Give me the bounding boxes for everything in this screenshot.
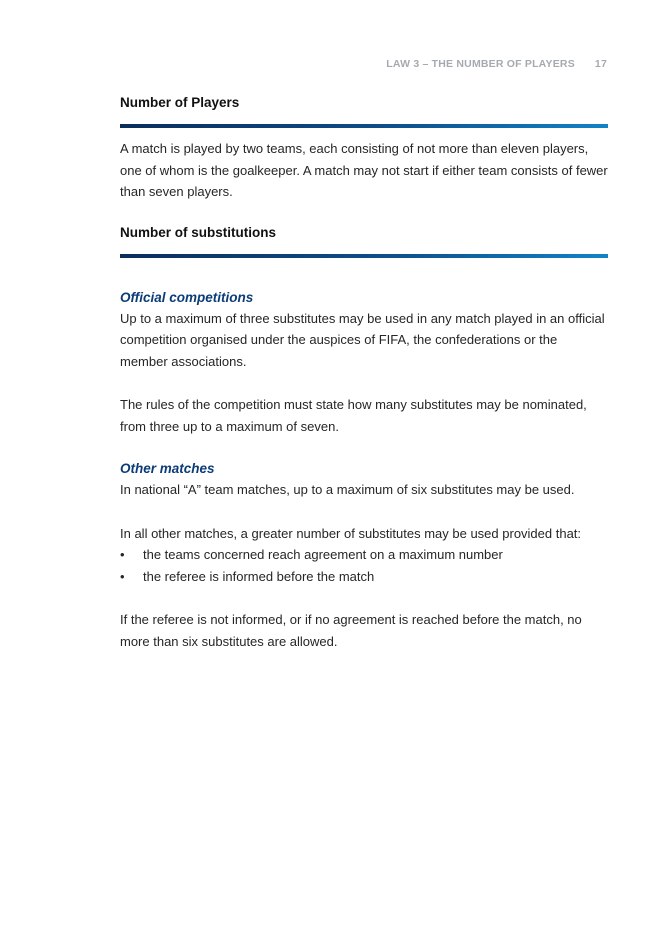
other-paragraph-2: In all other matches, a greater number of substitutes may be used provided that:: [120, 525, 582, 541]
page-content: [120, 93, 608, 652]
bullet-icon: •: [120, 547, 125, 562]
conditions-list: [120, 544, 608, 587]
section-divider: [120, 124, 608, 128]
list-item-text: the teams concerned reach agreement on a maximum number: [143, 547, 503, 562]
subheading-official-competitions: Official competitions: [120, 289, 254, 305]
bullet-icon: •: [120, 568, 125, 584]
subheading-other-matches: Other matches: [120, 461, 215, 476]
section-heading-substitutions: Number of substitutions: [120, 224, 276, 240]
law-title: LAW 3 – THE NUMBER OF PLAYERS: [386, 58, 575, 70]
players-paragraph: A match is played by two teams, each consisting of not more than eleven players, one of whom is the goalkeeper. A match may not start if either team consists of fewer than seven players.: [120, 141, 608, 199]
page-number: 17: [594, 58, 607, 70]
other-paragraph-1: In national “A” team matches, up to a maximum of six substitutes may be used.: [120, 482, 575, 497]
other-paragraph-3: If the referee is not informed, or if no agreement is reached before the match, no more than six substitutes are allowed.: [120, 612, 582, 649]
list-item: [120, 544, 608, 566]
official-paragraph-1: Up to a maximum of three substitutes may be used in any match played in an official competition organised under the auspices of FIFA, the confederations or the member associations.: [120, 310, 605, 369]
section-heading-players: Number of Players: [120, 95, 240, 110]
section-divider: [120, 254, 608, 258]
list-item: [120, 566, 608, 588]
official-paragraph-2: The rules of the competition must state how many substitutes may be nominated, from three up to a maximum of seven.: [120, 397, 587, 434]
list-item-text: the referee is informed before the match: [143, 568, 375, 584]
running-header: [386, 58, 607, 70]
